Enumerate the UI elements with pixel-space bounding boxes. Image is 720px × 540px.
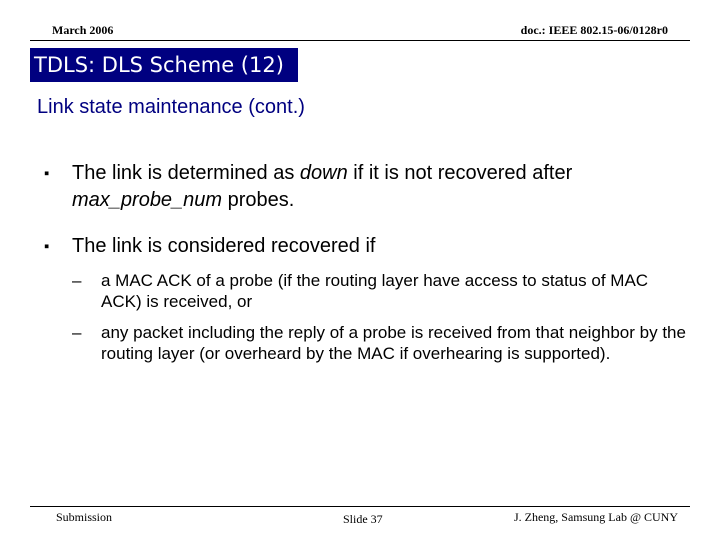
square-bullet-icon: ▪ — [44, 238, 50, 255]
bullet-item-2 — [44, 233, 694, 260]
sub-item-1 — [72, 270, 692, 312]
header-divider — [30, 40, 690, 41]
square-bullet-icon: ▪ — [44, 165, 50, 182]
dash-bullet-icon: – — [72, 323, 82, 342]
bullet-item-1 — [44, 160, 694, 214]
footer-slide-number: Slide 37 — [343, 512, 383, 526]
footer-submission: Submission — [56, 510, 113, 524]
bullet-text-2: The link is considered recovered if — [72, 235, 376, 257]
footer-divider — [30, 506, 690, 507]
sub-item-2 — [72, 322, 692, 364]
bullet-1-em-down: down — [299, 162, 348, 184]
bullet-1-mid: if it is not recovered after — [347, 162, 573, 184]
header-date: March 2006 — [52, 23, 114, 37]
bullet-1-pre: The link is determined as — [72, 162, 300, 184]
slide-title: TDLS: DLS Scheme (12) — [34, 53, 284, 77]
header-doc-id: doc.: IEEE 802.15-06/0128r0 — [520, 23, 668, 37]
bullet-1-em-max-probe-num: max_probe_num — [72, 189, 223, 211]
bullet-text-1 — [72, 160, 694, 214]
sub-item-text-1: a MAC ACK of a probe (if the routing layer have access to status of MAC ACK) is received, or — [101, 271, 649, 311]
dash-bullet-icon: – — [72, 271, 82, 290]
footer-author: J. Zheng, Samsung Lab @ CUNY — [513, 510, 678, 524]
slide-subtitle: Link state maintenance (cont.) — [37, 96, 305, 118]
sub-item-text-2: any packet including the reply of a probe is received from that neighbor by the routing layer (or overheard by the MAC if overhearing is supported). — [101, 323, 686, 363]
bullet-1-post: probes. — [222, 189, 295, 211]
